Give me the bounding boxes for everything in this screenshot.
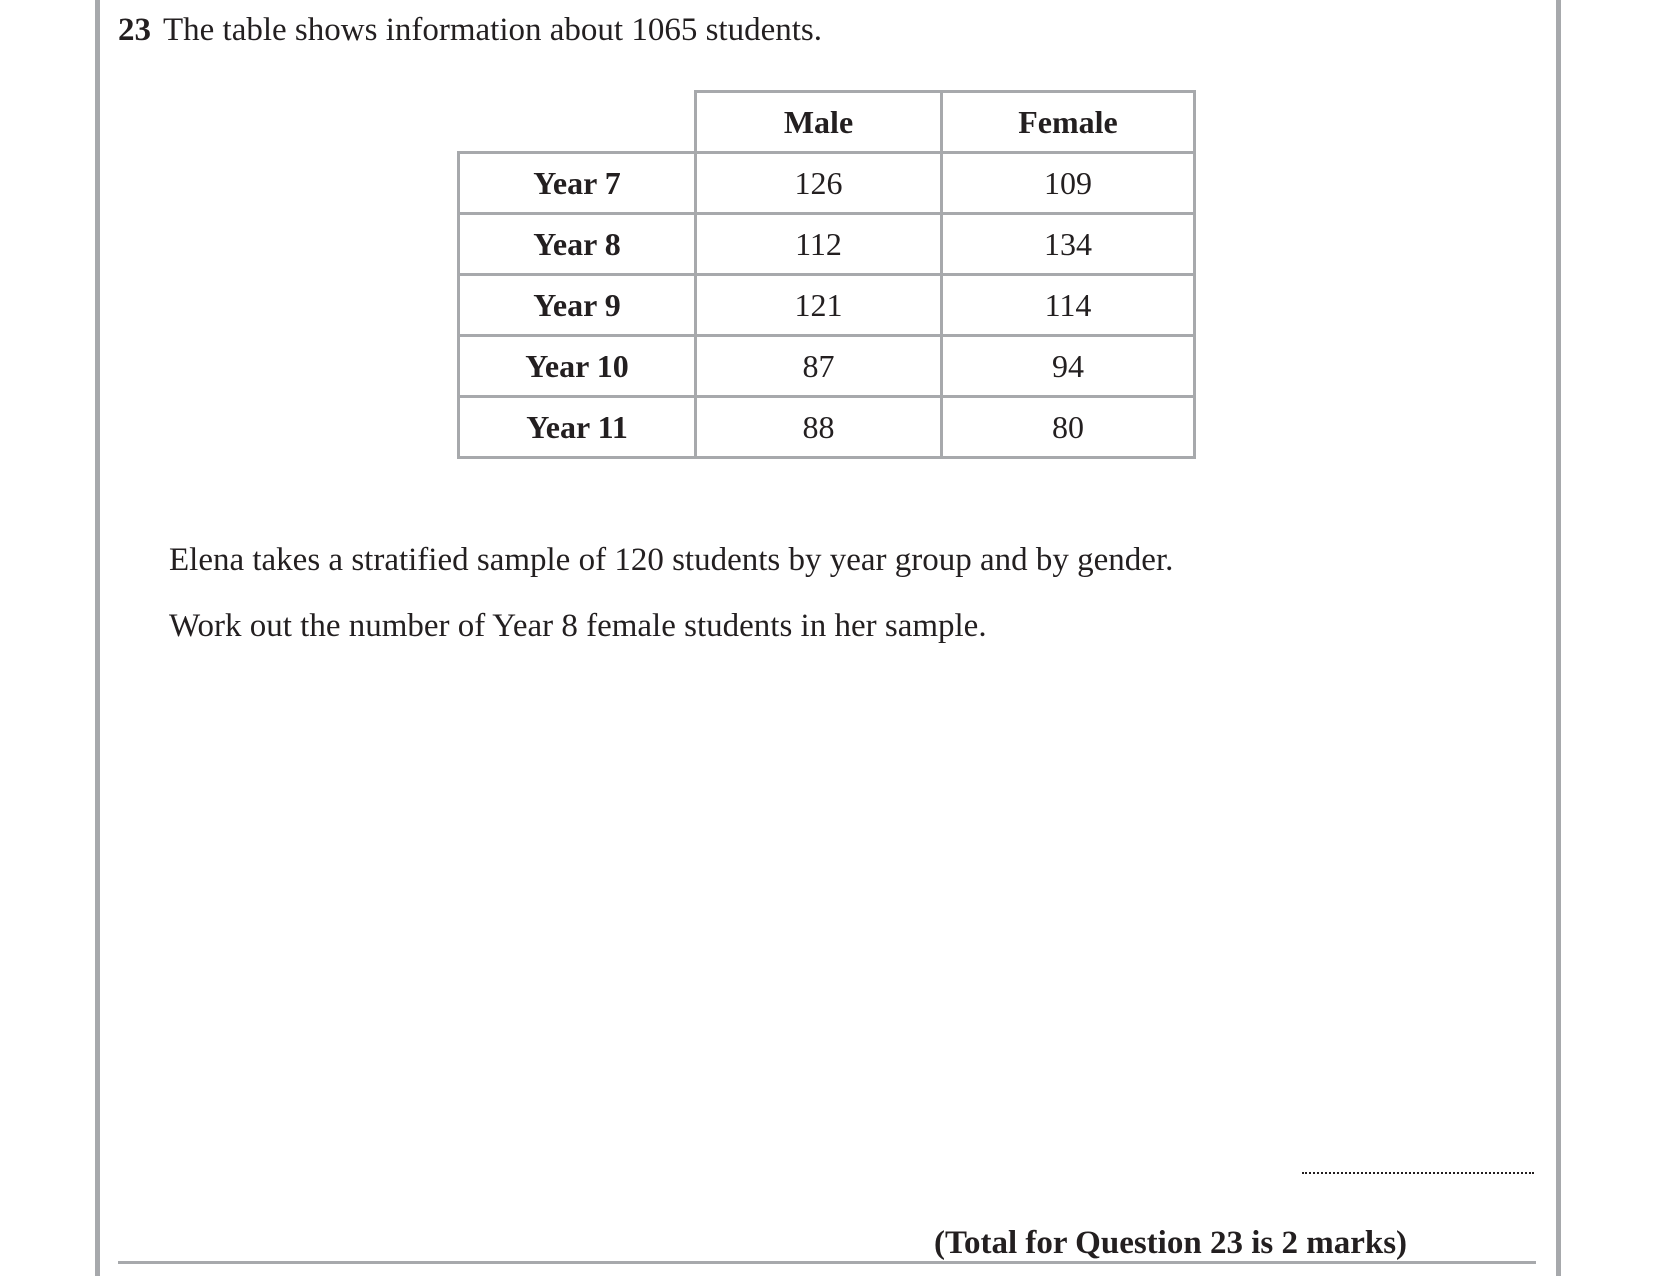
- question-intro: The table shows information about 1065 students.: [163, 12, 822, 48]
- question-total-marks: (Total for Question 23 is 2 marks): [934, 1225, 1408, 1261]
- cell-female: 94: [942, 336, 1195, 397]
- column-header-female: Female: [942, 92, 1195, 153]
- table-row: [459, 336, 1195, 397]
- answer-line[interactable]: [1302, 1172, 1534, 1174]
- row-label: Year 7: [459, 153, 696, 214]
- question-number: 23: [118, 12, 151, 48]
- table-header-row: [459, 92, 1195, 153]
- column-header-male: Male: [696, 92, 942, 153]
- row-label: Year 10: [459, 336, 696, 397]
- cell-male: 121: [696, 275, 942, 336]
- cell-female: 114: [942, 275, 1195, 336]
- page-border-left: [95, 0, 100, 1276]
- table-row: [459, 275, 1195, 336]
- cell-female: 80: [942, 397, 1195, 458]
- cell-male: 88: [696, 397, 942, 458]
- cell-male: 87: [696, 336, 942, 397]
- table-row: [459, 214, 1195, 275]
- row-label: Year 11: [459, 397, 696, 458]
- student-table: [457, 90, 1196, 459]
- cell-male: 126: [696, 153, 942, 214]
- page-border-right: [1556, 0, 1561, 1276]
- table-row: [459, 153, 1195, 214]
- bottom-divider: [118, 1261, 1536, 1264]
- task-instruction: Work out the number of Year 8 female students in her sample.: [169, 608, 987, 644]
- cell-female: 134: [942, 214, 1195, 275]
- sample-description: Elena takes a stratified sample of 120 students by year group and by gender.: [169, 542, 1174, 578]
- cell-male: 112: [696, 214, 942, 275]
- row-label: Year 8: [459, 214, 696, 275]
- row-label: Year 9: [459, 275, 696, 336]
- table-row: [459, 397, 1195, 458]
- cell-female: 109: [942, 153, 1195, 214]
- question-heading: [118, 10, 822, 50]
- table-corner-cell: [459, 92, 696, 153]
